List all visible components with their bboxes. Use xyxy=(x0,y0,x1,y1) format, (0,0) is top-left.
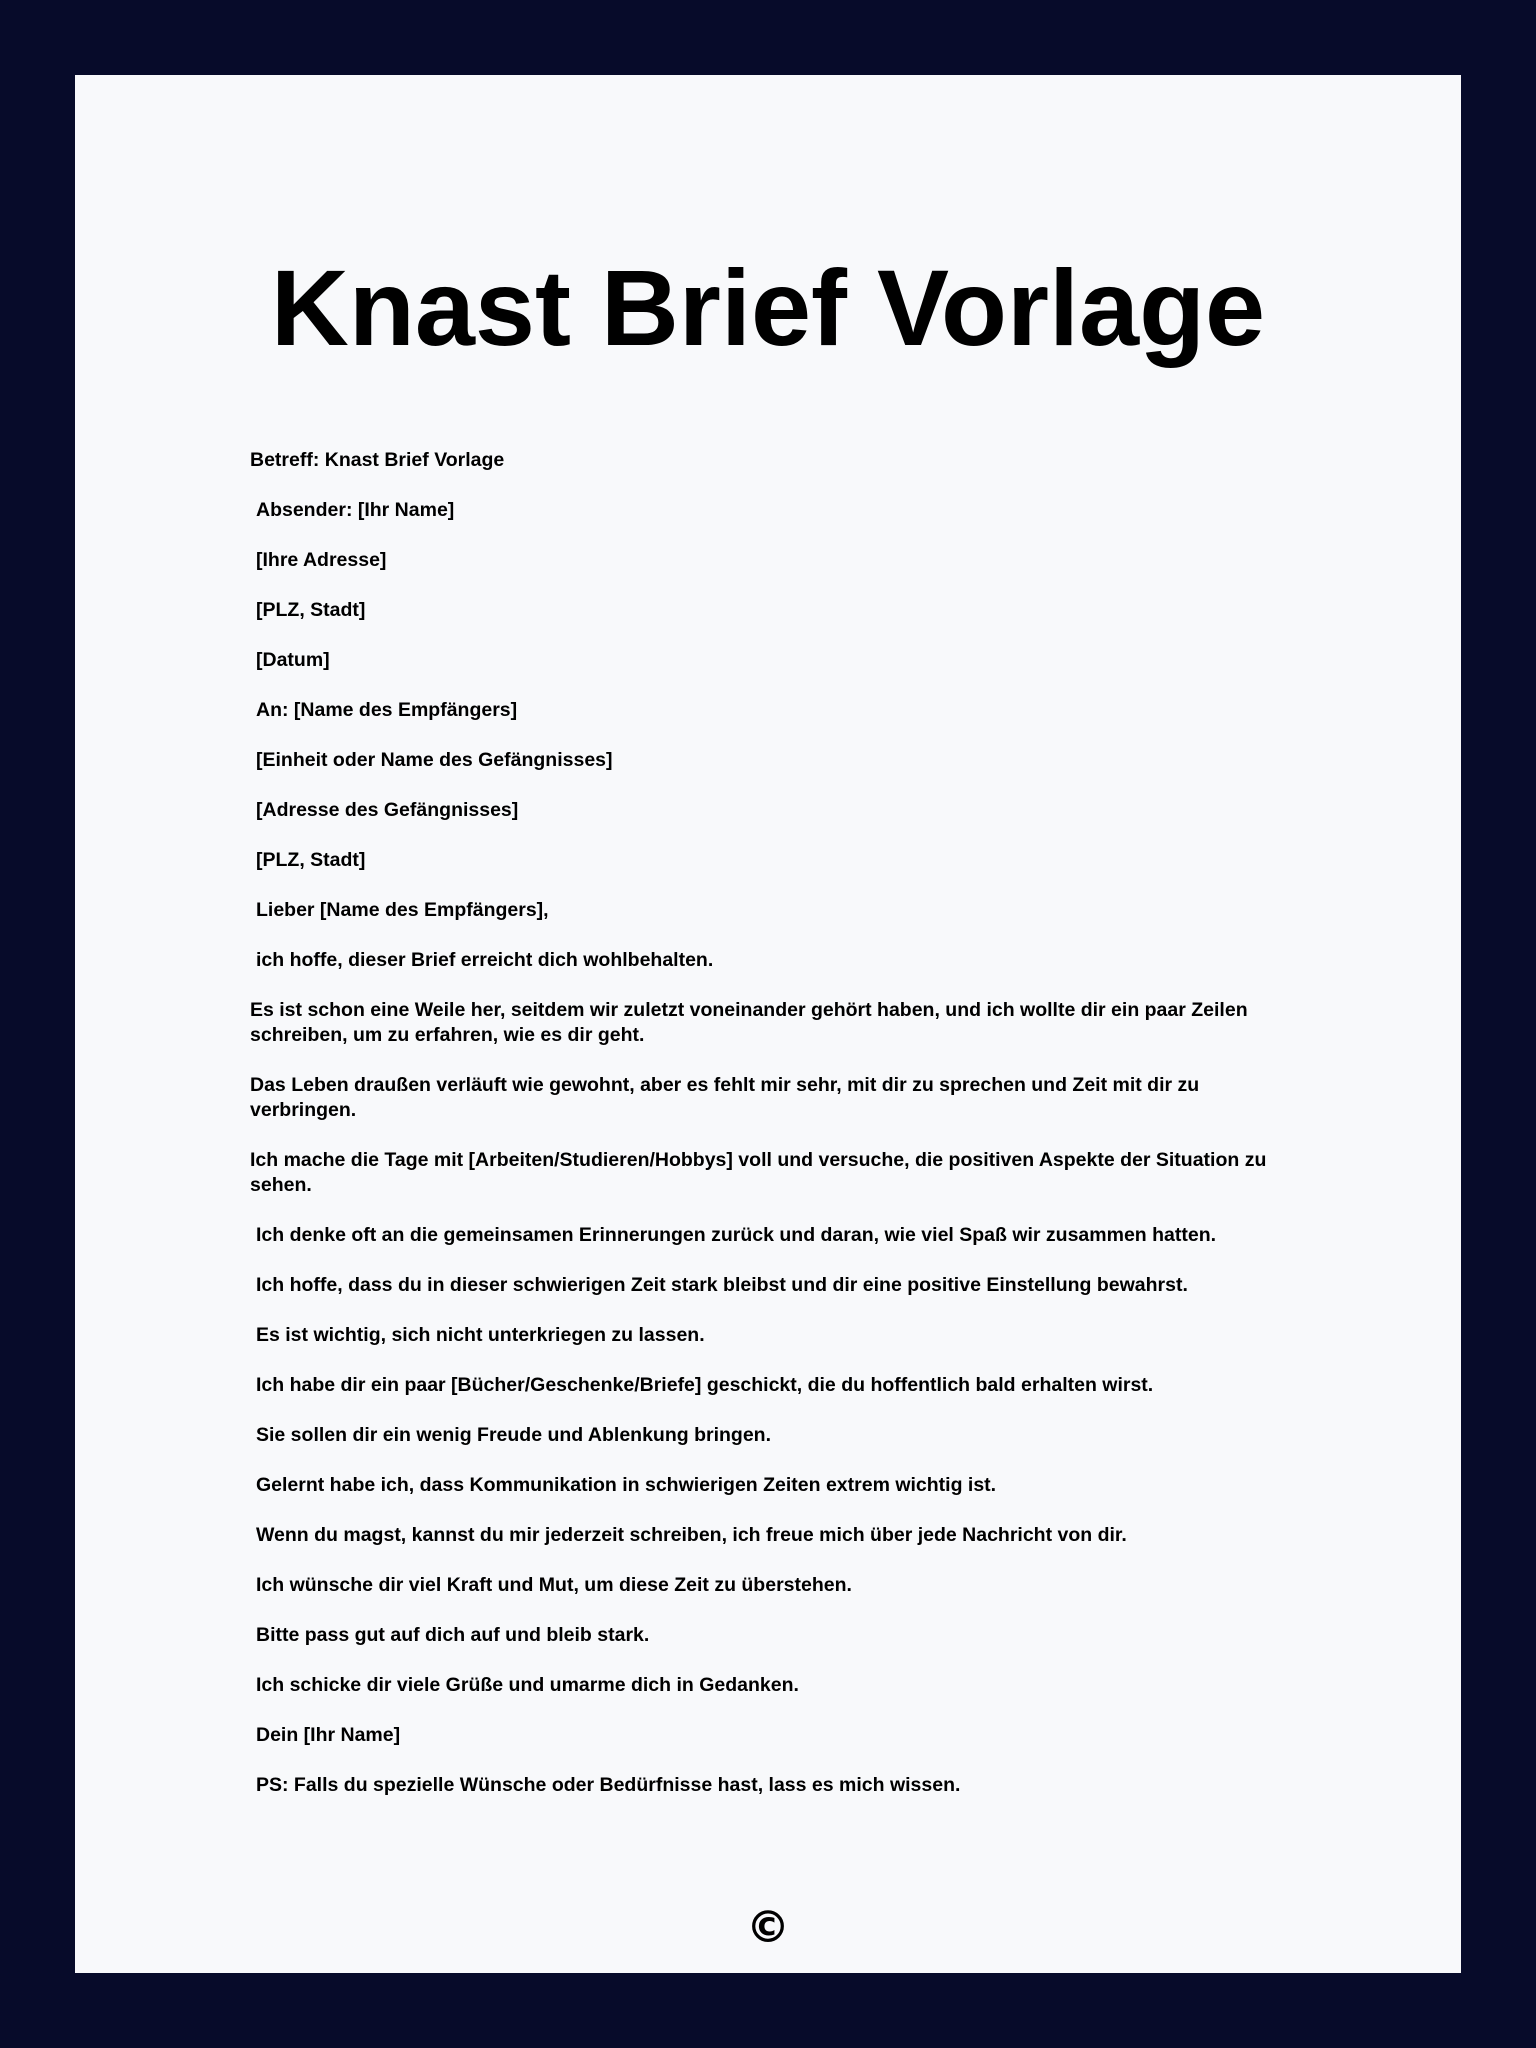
letter-paragraph: Dein [Ihr Name] xyxy=(256,1724,401,1746)
letter-paragraph: ich hoffe, dieser Brief erreicht dich wohlbehalten. xyxy=(256,949,714,971)
letter-paragraph: Absender: [Ihr Name] xyxy=(256,499,455,521)
letter-paragraph: [Adresse des Gefängnisses] xyxy=(256,799,519,821)
letter-paragraph: [PLZ, Stadt] xyxy=(256,849,366,871)
copyright-symbol: © xyxy=(746,1902,790,1953)
document-title: Knast Brief Vorlage xyxy=(270,247,1266,368)
letter-paragraph: Ich schicke dir viele Grüße und umarme dich in Gedanken. xyxy=(256,1674,799,1696)
letter-paragraph: Ich mache die Tage mit [Arbeiten/Studieren/Hobbys] voll und versuche, die positiven Aspekte der Situation zu sehen. xyxy=(250,1149,1267,1196)
letter-paragraph: Ich hoffe, dass du in dieser schwierigen Zeit stark bleibst und dir eine positive Einstellung bewahrst. xyxy=(256,1274,1188,1296)
letter-paragraph: Sie sollen dir ein wenig Freude und Ablenkung bringen. xyxy=(256,1424,771,1446)
letter-paragraph: Lieber [Name des Empfängers], xyxy=(256,899,549,921)
letter-paragraph: Es ist schon eine Weile her, seitdem wir zuletzt voneinander gehört haben, und ich wollte dir ein paar Zeilen schreiben, um zu erfahren, wie es dir geht. xyxy=(250,999,1248,1046)
letter-paragraph: Wenn du magst, kannst du mir jederzeit schreiben, ich freue mich über jede Nachricht von dir. xyxy=(256,1524,1127,1546)
letter-paragraph: Das Leben draußen verläuft wie gewohnt, aber es fehlt mir sehr, mit dir zu sprechen und Zeit mit dir zu verbringen. xyxy=(250,1074,1200,1121)
letter-paragraph: An: [Name des Empfängers] xyxy=(256,699,518,721)
letter-paragraph: Bitte pass gut auf dich auf und bleib stark. xyxy=(256,1624,650,1646)
letter-paragraph: Ich wünsche dir viel Kraft und Mut, um diese Zeit zu überstehen. xyxy=(256,1574,852,1596)
letter-paragraph: [PLZ, Stadt] xyxy=(256,599,366,621)
letter-paragraph: [Datum] xyxy=(256,649,330,671)
letter-paragraph: [Ihre Adresse] xyxy=(256,549,387,571)
letter-paragraph: PS: Falls du spezielle Wünsche oder Bedürfnisse hast, lass es mich wissen. xyxy=(256,1774,961,1796)
letter-paragraph: Es ist wichtig, sich nicht unterkriegen zu lassen. xyxy=(256,1324,705,1346)
letter-paragraph: Betreff: Knast Brief Vorlage xyxy=(250,449,505,471)
letter-paragraph: Ich habe dir ein paar [Bücher/Geschenke/Briefe] geschickt, die du hoffentlich bald erhalten wirst. xyxy=(256,1374,1154,1396)
letter-paragraph: Gelernt habe ich, dass Kommunikation in schwierigen Zeiten extrem wichtig ist. xyxy=(256,1474,997,1496)
letter-paragraph: Ich denke oft an die gemeinsamen Erinnerungen zurück und daran, wie viel Spaß wir zusammen hatten. xyxy=(256,1224,1217,1246)
letter-body xyxy=(250,448,1285,1823)
letter-paragraph: [Einheit oder Name des Gefängnisses] xyxy=(256,749,613,771)
